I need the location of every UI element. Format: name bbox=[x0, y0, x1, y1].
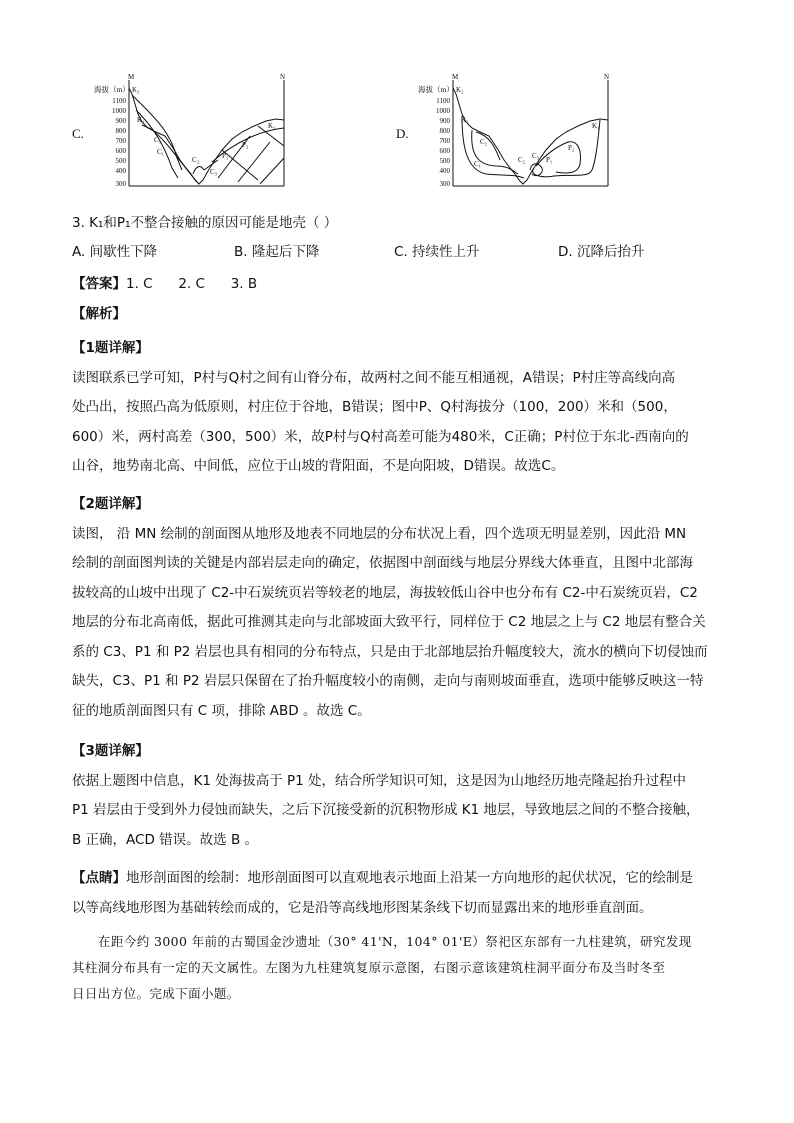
tick-label: 600 bbox=[439, 147, 450, 155]
layer-label: C₃ bbox=[154, 136, 162, 144]
intro-line: 在距今约 3000 年前的古蜀国金沙遗址（30° 41'N，104° 01'E）祭祀区东部有一九柱建筑，研究发现 bbox=[98, 934, 692, 949]
frame bbox=[453, 80, 608, 186]
option-c: C. 持续性上升 bbox=[394, 244, 480, 260]
detail-3-line: B 正确，ACD 错误。故选 B 。 bbox=[72, 831, 259, 848]
tick-label: 800 bbox=[439, 127, 450, 135]
y-ticks bbox=[112, 97, 127, 188]
tick-label: 700 bbox=[115, 137, 126, 145]
layer-label: K₂ bbox=[456, 86, 464, 94]
detail-1-line: 读图联系已学可知，P村与Q村之间有山脊分布，故两村之间不能互相通视，A错误；P村庄等高线向高 bbox=[72, 369, 676, 386]
question-3-stem: 3. K₁和P₁不整合接触的原因可能是地壳（ ） bbox=[72, 215, 338, 231]
tick-label: 300 bbox=[439, 180, 450, 188]
detail-2-line: 地层的分布北高南低，据此可推测其走向与北部坡面大致平行，同样位于 C2 地层之上与 C2 地层有整合关 bbox=[72, 614, 706, 630]
answer-tag: 【答案】 bbox=[72, 276, 126, 292]
tick-label: 700 bbox=[439, 137, 450, 145]
next-question-intro bbox=[72, 929, 722, 1007]
tip-line: 地形剖面图的绘制：地形剖面图可以直观地表示地面上沿某一方向地形的起伏状况，它的绘制是 bbox=[126, 870, 693, 886]
layer-label: P₁ bbox=[546, 156, 553, 164]
axis-title: 海拔（m） bbox=[418, 85, 454, 94]
tick-label: 1100 bbox=[436, 97, 450, 105]
n-label: N bbox=[604, 73, 610, 81]
tick-label: 500 bbox=[115, 157, 126, 165]
intro-line: 日日出方位。完成下面小题。 bbox=[72, 986, 240, 1001]
intro-line: 其柱洞分布具有一定的天文属性。左图为九柱建筑复原示意图，右图示意该建筑柱洞平面分布及当时冬至 bbox=[72, 960, 666, 975]
detail-3 bbox=[72, 737, 722, 855]
tick-label: 800 bbox=[115, 127, 126, 135]
layer-label: K₁ bbox=[592, 122, 600, 130]
layer-label: P₂ bbox=[568, 144, 575, 152]
tick-label: 1000 bbox=[436, 107, 450, 115]
figure-d bbox=[396, 70, 621, 195]
tick-label: 900 bbox=[439, 117, 450, 125]
axis-title: 海拔（m） bbox=[94, 85, 130, 94]
question-3 bbox=[72, 209, 722, 239]
tick-label: 300 bbox=[115, 180, 126, 188]
detail-2-line: 缺失，C3、P1 和 P2 岩层只保留在了抬升幅度较小的南侧，走向与南则坡面垂直，选项中能够反映这一特 bbox=[72, 673, 704, 689]
question-3-options bbox=[72, 240, 722, 266]
analysis-tag: 【解析】 bbox=[72, 305, 126, 322]
layer-labels bbox=[456, 86, 600, 168]
tip-section bbox=[72, 864, 722, 923]
detail-1-tag: 【1题详解】 bbox=[72, 340, 149, 356]
layer-label: C₂ bbox=[480, 138, 488, 146]
tick-label: 600 bbox=[115, 147, 126, 155]
profile-chart-c bbox=[72, 70, 297, 195]
layer-label: C₁ bbox=[474, 160, 482, 168]
tip-line: 以等高线地形图为基础转绘而成的，它是沿等高线地形图某条线下切而显露出来的地形垂直剖面。 bbox=[72, 899, 653, 916]
option-d-label: D. bbox=[396, 126, 409, 141]
tick-label: 400 bbox=[115, 167, 126, 175]
figure-c bbox=[72, 70, 297, 195]
layer-label: C₃ bbox=[532, 152, 540, 160]
layer-label: P₁ bbox=[222, 152, 229, 160]
tick-label: 900 bbox=[115, 117, 126, 125]
detail-2-line: 读图， 沿 MN 绘制的剖面图从地形及地表不同地层的分布状况上看，四个选项无明显差别，因此沿 MN bbox=[72, 525, 687, 542]
option-c-label: C. bbox=[72, 126, 84, 141]
layer-label: K₁ bbox=[268, 122, 276, 130]
terrain-profile bbox=[129, 88, 284, 184]
layer-label: C₂ bbox=[518, 156, 526, 164]
layer-label: P₂ bbox=[242, 141, 249, 149]
layer-label: C₂ bbox=[192, 156, 200, 164]
detail-1-line: 600）米，两村高差（300，500）米，故P村与Q村高差可能为480米，C正确；P村位于东北-西南向的 bbox=[72, 428, 689, 445]
tip-tag: 【点睛】 bbox=[72, 870, 126, 886]
answer-text: 1. C 2. C 3. B bbox=[126, 276, 258, 292]
answer-section bbox=[72, 270, 722, 329]
detail-2 bbox=[72, 490, 722, 726]
m-label: M bbox=[128, 73, 135, 81]
option-a: A. 间歇性下降 bbox=[72, 244, 158, 260]
terrain-profile bbox=[453, 88, 608, 184]
n-label: N bbox=[280, 73, 286, 81]
option-d: D. 沉降后抬升 bbox=[558, 244, 645, 260]
detail-1 bbox=[72, 334, 722, 482]
layer-label: C₃ bbox=[210, 168, 218, 176]
layer-label: K₂ bbox=[132, 86, 140, 94]
m-label: M bbox=[452, 73, 459, 81]
detail-2-line: 征的地质剖面图只有 C 项，排除 ABD 。故选 C。 bbox=[72, 702, 371, 719]
tick-label: 1100 bbox=[112, 97, 126, 105]
detail-2-line: 拔较高的山坡中出现了 C2-中石炭统页岩等较老的地层，海拔较低山谷中也分布有 C2-中石炭统页岩，C2 bbox=[72, 584, 698, 601]
detail-3-line: P1 岩层由于受到外力侵蚀而缺失，之后下沉接受新的沉积物形成 K1 地层，导致地层之间的不整合接触， bbox=[72, 802, 700, 818]
detail-3-tag: 【3题详解】 bbox=[72, 743, 149, 759]
detail-2-line: 绘制的剖面图判读的关键是内部岩层走向的确定，依据图中剖面线与地层分界线大体垂直，且图中北部海 bbox=[72, 555, 693, 571]
layer-label: C₁ bbox=[157, 148, 165, 156]
tick-label: 1000 bbox=[112, 107, 126, 115]
profile-chart-d bbox=[396, 70, 621, 195]
detail-2-line: 系的 C3、P1 和 P2 岩层也具有相同的分布特点，只是由于北部地层抬升幅度较大，流水的横向下切侵蚀而 bbox=[72, 643, 708, 660]
layer-label: K₁ bbox=[137, 116, 145, 124]
tick-label: 500 bbox=[439, 157, 450, 165]
tick-label: 400 bbox=[439, 167, 450, 175]
detail-1-line: 山谷，地势南北高、中间低，应位于山坡的背阳面，不是向阳坡，D错误。故选C。 bbox=[72, 458, 565, 474]
detail-2-tag: 【2题详解】 bbox=[72, 496, 149, 512]
layer-label: K₁ bbox=[461, 116, 469, 124]
detail-1-line: 处凸出，按照凸高为低原则，村庄位于谷地，B错误；图中P、Q村海拔分（100，200）米和（500， bbox=[72, 399, 677, 415]
detail-3-line: 依据上题图中信息，K1 处海拔高于 P1 处，结合所学知识可知，这是因为山地经历地壳隆起抬升过程中 bbox=[72, 772, 687, 789]
option-b: B. 隆起后下降 bbox=[234, 244, 320, 260]
y-ticks bbox=[436, 97, 451, 188]
